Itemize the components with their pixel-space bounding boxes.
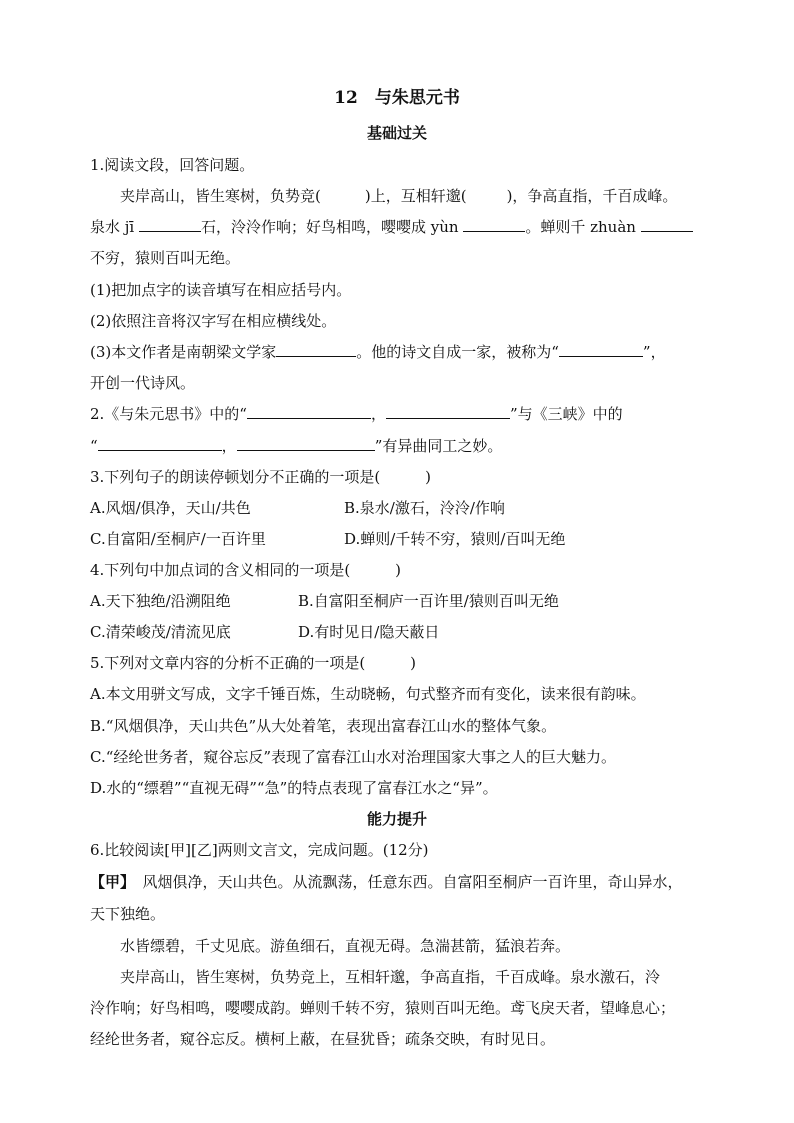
answer-blank[interactable]	[98, 436, 222, 451]
question-1-sub-1: (1)把加点字的读音填写在相应括号内。	[90, 281, 352, 299]
question-2-line-1: 2.《与朱元思书》中的“ ， ”与《三峡》中的	[90, 405, 623, 423]
answer-blank[interactable]	[559, 342, 643, 357]
question-5-option-a[interactable]: A.本文用骈文写成，文字千锤百炼，生动晓畅，句式整齐而有变化，读来很有韵味。	[90, 685, 646, 703]
page-title: 12 与朱思元书	[334, 88, 460, 108]
passage-jia-line-6: 经纶世务者，窥谷忘反。横柯上蔽，在昼犹昏；疏条交映，有时见日。	[90, 1030, 556, 1048]
question-1-sub-2: (2)依照注音将汉字写在相应横线处。	[90, 312, 337, 330]
question-3-option-d[interactable]: D.蝉则/千转不穷，猿则/百叫无绝	[344, 530, 566, 548]
section-heading-advanced: 能力提升	[366, 810, 427, 828]
passage-tag-jia: 【甲】	[90, 873, 128, 891]
question-4-option-c[interactable]: C.清荣峻茂/清流见底	[90, 623, 231, 641]
answer-blank[interactable]	[463, 217, 525, 232]
question-5-option-b[interactable]: B.“风烟俱净，天山共色”从大处着笔，表现出富春江山水的整体气象。	[90, 717, 557, 735]
answer-blank[interactable]	[276, 342, 356, 357]
passage-jia-line-2: 天下独绝。	[90, 905, 166, 923]
question-1-passage-line-1: 夹岸高山，皆生寒树，负势竞( )上，互相轩邈( )，争高直指，千百成峰。	[120, 187, 678, 205]
question-1-sub-3-cont: 开创一代诗风。	[90, 374, 196, 392]
answer-blank[interactable]	[237, 436, 375, 451]
passage-jia-line-4: 夹岸高山，皆生寒树，负势竞上，互相轩邈，争高直指，千百成峰。泉水激石，泠	[120, 968, 661, 986]
question-5-option-d[interactable]: D.水的“缥碧”“直视无碍”“急”的特点表现了富春江水之“异”。	[90, 779, 498, 797]
question-6-stem: 6.比较阅读[甲][乙]两则文言文，完成问题。(12分)	[90, 841, 429, 859]
question-1-sub-3: (3)本文作者是南朝梁文学家 。他的诗文自成一家，被称为“ ”，	[90, 343, 666, 361]
question-3-option-c[interactable]: C.自富阳/至桐庐/一百许里	[90, 530, 266, 548]
question-4-stem: 4.下列句中加点词的含义相同的一项是( )	[90, 561, 402, 579]
question-5-stem: 5.下列对文章内容的分析不正确的一项是( )	[90, 654, 417, 672]
passage-jia-line-3: 水皆缥碧，千丈见底。游鱼细石，直视无碍。急湍甚箭，猛浪若奔。	[120, 937, 571, 955]
passage-jia-line-5: 泠作响；好鸟相鸣，嘤嘤成韵。蝉则千转不穷，猿则百叫无绝。鸢飞戾天者，望峰息心；	[90, 999, 676, 1017]
section-heading-basic: 基础过关	[366, 124, 427, 142]
question-1-passage-line-2: 泉水 jī 石，泠泠作响；好鸟相鸣，嘤嘤成 yùn 。蝉则千 zhuàn	[90, 217, 693, 237]
passage-jia-line-1: 【甲】 风烟俱净，天山共色。从流飘荡，任意东西。自富阳至桐庐一百许里，奇山异水，	[90, 873, 683, 891]
question-4-option-a[interactable]: A.天下独绝/沿溯阻绝	[90, 592, 231, 610]
question-3-stem: 3.下列句子的朗读停顿划分不正确的一项是( )	[90, 468, 432, 486]
question-3-option-b[interactable]: B.泉水/激石，泠泠/作响	[344, 499, 505, 517]
question-1-stem: 1.阅读文段，回答问题。	[90, 156, 255, 174]
question-3-option-a[interactable]: A.风烟/俱净，天山/共色	[90, 499, 251, 517]
question-1-passage-line-3: 不穷，猿则百叫无绝。	[90, 249, 241, 267]
question-5-option-c[interactable]: C.“经纶世务者，窥谷忘反”表现了富春江山水对治理国家大事之人的巨大魅力。	[90, 748, 617, 766]
question-4-option-d[interactable]: D.有时见日/隐天蔽日	[298, 623, 440, 641]
answer-blank[interactable]	[139, 217, 201, 232]
question-4-option-b[interactable]: B.自富阳至桐庐一百许里/猿则百叫无绝	[298, 592, 559, 610]
answer-blank[interactable]	[247, 404, 371, 419]
answer-blank[interactable]	[641, 217, 693, 232]
question-2-line-2: “ ， ”有异曲同工之妙。	[90, 437, 503, 455]
answer-blank[interactable]	[386, 404, 510, 419]
